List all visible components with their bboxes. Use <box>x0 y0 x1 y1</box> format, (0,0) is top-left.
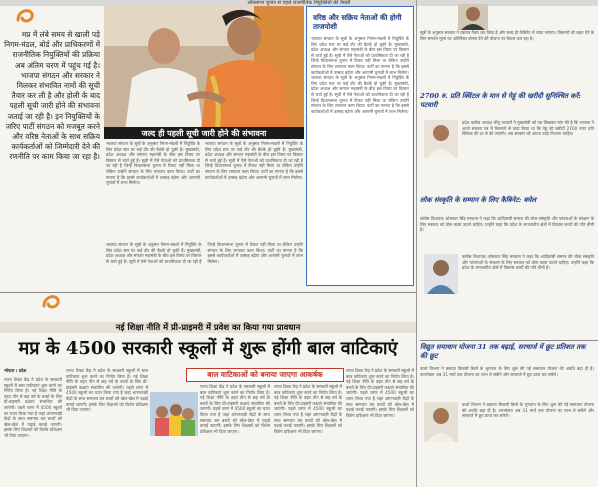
box-text-content: भाजपा संगठन के सूत्रों के अनुसार निगम-मंडलों में नियुक्ति के लिए प्रदेश स्तर पर कई दौर की बैठकें हो चुकी हैं। मुख्यमंत्री, प्रदेश अध्यक्ष और संगठन महामंत्री के बीच इस विषय पर विस्तार से चर्चा हुई है। सूची में ऐसे नेताओं को प्राथमिकता दी जा रही है जिन्हें विधानसभा चुनाव में टिकट नहीं मिला था लेकिन उन्होंने संगठन के लिए लगातार काम किया। पार्टी का मानना है कि इससे कार्यकर्ताओं में उत्साह बढ़ेगा और आगामी चुनावों में लाभ मिलेगा। <box>311 36 409 75</box>
right-text-2: कांग्रेस विधायक ओमकार सिंह मरकाम ने कहा कि आदिवासी समाज की लोक संस्कृति और परंपराओं के संरक्षण के लिए सरकार को ठोस कदम उठाने चाहिए। उन्होंने कहा कि प्रदेश के जनजातीय क्षेत्रों में विकास कार्यों की गति धीमी है। <box>420 216 594 233</box>
lead-paragraph: मप्र में लंबे समय से खाली पड़े निगम-मंडल, बोर्ड और प्राधिकरणों में राजनीतिक नियुक्तियों की प्रक्रिया अब अंतिम चरण में पहुंच गई है। भाजपा संगठन और सरकार ने मिलकर संभावित नामों की सूची तैयार कर ली है और होली के बाद पहली सूची जारी होने की संभावना जताई जा रही है। इन नियुक्तियों के जरिए पार्टी संगठन को मजबूत करने और वरिष्ठ नेताओं के साथ सक्रिय कार्यकर्ताओं को जिम्मेदारी देने की रणनीति पर काम किया जा रहा है। <box>4 30 100 162</box>
right-portrait-2 <box>424 120 458 158</box>
right-headline-1: 2700 रु. प्रति क्विंटल के मान से गेहूं की खरीदी सुनिश्चित करें: पटवारी <box>420 92 581 109</box>
right-portrait-3 <box>424 254 458 294</box>
bottom-text-col-1: राज्य शिक्षा केंद्र ने प्रदेश के सरकारी स्कूलों में बाल वाटिकाएं शुरू करने का निर्णय लिया है। नई शिक्षा नीति के तहत तीन से छह वर्ष के बच्चों के लिए प्री-प्राइमरी कक्षाएं संचालित की जाएंगी। पहले चरण में 4500 स्कूलों का चयन किया गया है जहां आंगनवाड़ी केंद्रों के साथ समन्वय कर बच्चों को खेल-खेल में पढ़ाई कराई जाएगी। इसके लिए शिक्षकों को विशेष प्रशिक्षण भी दिया जाएगा। <box>4 377 62 438</box>
politicians-photo <box>104 6 304 139</box>
bottom-headline: मप्र के 4500 सरकारी स्कूलों में शुरू होंगी बाल वाटिकाएं <box>18 338 398 359</box>
children-group-photo <box>150 392 198 436</box>
children-photo <box>150 392 198 436</box>
right-text-3: कांग्रेस विधायक ओमकार सिंह मरकाम ने कहा कि आदिवासी समाज की लोक संस्कृति और परंपराओं के संरक्षण के लिए सरकार को ठोस कदम उठाने चाहिए। उन्होंने कहा कि प्रदेश के जनजातीय क्षेत्रों में विकास कार्यों की गति धीमी है। <box>462 254 594 271</box>
bottom-text-col-2: राज्य शिक्षा केंद्र ने प्रदेश के सरकारी स्कूलों में बाल वाटिकाएं शुरू करने का निर्णय लिया है। नई शिक्षा नीति के तहत तीन से छह वर्ष के बच्चों के लिए प्री-प्राइमरी कक्षाएं संचालित की जाएंगी। पहले चरण में 4500 स्कूलों का चयन किया गया है जहां आंगनवाड़ी केंद्रों के साथ समन्वय कर बच्चों को खेल-खेल में पढ़ाई कराई जाएगी। इसके लिए शिक्षकों को विशेष प्रशिक्षण भी दिया जाएगा। <box>66 368 148 413</box>
person-portrait-icon <box>424 254 458 294</box>
article-body-2 <box>205 141 303 239</box>
main-photo <box>104 6 304 139</box>
body-text-c: भाजपा संगठन के सूत्रों के अनुसार निगम-मंडलों में नियुक्ति के लिए प्रदेश स्तर पर कई दौर की बैठकें हो चुकी हैं। मुख्यमंत्री, प्रदेश अध्यक्ष और संगठन महामंत्री के बीच इस विषय पर विस्तार से चर्चा हुई है। सूची में ऐसे नेताओं को प्राथमिकता दी जा रही है जिन्हें विधानसभा चुनाव में टिकट नहीं मिला था लेकिन उन्होंने संगठन के लिए लगातार काम किया। पार्टी का मानना है कि इससे कार्यकर्ताओं में उत्साह बढ़ेगा और आगामी चुनावों में लाभ मिलेगा। <box>106 242 303 264</box>
section-divider <box>0 292 416 293</box>
right-bottom-text: ऊर्जा विभाग ने बकाया बिजली बिलों के भुगतान के लिए शुरू की गई समाधान योजना की अवधि बढ़ा दी है। उपभोक्ता अब 31 मार्च तक योजना का लाभ ले सकेंगे और सरचार्ज में छूट प्राप्त कर सकेंगे। <box>420 366 594 377</box>
photo-caption: जल्द ही पहली सूची जारी होने की संभावना <box>104 127 304 139</box>
right-headline-2: लोक संस्कृति के सम्मान के लिए कैबिनेट: बघेल <box>420 196 537 204</box>
bottom-byline: भोपाल । प्रदेश <box>4 368 27 373</box>
right-divider <box>420 340 598 341</box>
bottom-text-col-3: राज्य शिक्षा केंद्र ने प्रदेश के सरकारी स्कूलों में बाल वाटिकाएं शुरू करने का निर्णय लिया है। नई शिक्षा नीति के तहत तीन से छह वर्ष के बच्चों के लिए प्री-प्राइमरी कक्षाएं संचालित की जाएंगी। पहले चरण में 4500 स्कूलों का चयन किया गया है जहां आंगनवाड़ी केंद्रों के साथ समन्वय कर बच्चों को खेल-खेल में पढ़ाई कराई जाएगी। इसके लिए शिक्षकों को विशेष प्रशिक्षण भी दिया जाएगा। <box>200 384 270 434</box>
right-text-1: प्रदेश कांग्रेस अध्यक्ष जीतू पटवारी ने मुख्यमंत्री को पत्र लिखकर मांग की है कि भाजपा ने अपने संकल्प पत्र में किसानों से वादा किया था कि गेहूं की खरीदी 2700 रुपए प्रति क्विंटल की दर से की जाएगी। अब सरकार को अपना वादा निभाना चाहिए। <box>462 120 594 137</box>
right-portrait-1 <box>458 4 488 30</box>
top-banner-text: लोकसभा चुनाव से पहले राजनीतिक नियुक्तियों की तैयारी <box>247 0 351 6</box>
right-portrait-4 <box>424 402 458 442</box>
right-bottom-headline: विद्युत समाधान योजना 31 तक बढ़ाई, सरचार्ज में छूट प्रतिशत तक की छूट <box>420 343 586 360</box>
box-title: वरिष्ठ और सक्रिय नेताओं की होगी ताजपोशी <box>313 13 402 31</box>
article-body-1 <box>106 141 200 239</box>
person-portrait-icon <box>424 402 458 442</box>
bottom-text-col-4: राज्य शिक्षा केंद्र ने प्रदेश के सरकारी स्कूलों में बाल वाटिकाएं शुरू करने का निर्णय लिया है। नई शिक्षा नीति के तहत तीन से छह वर्ष के बच्चों के लिए प्री-प्राइमरी कक्षाएं संचालित की जाएंगी। पहले चरण में 4500 स्कूलों का चयन किया गया है जहां आंगनवाड़ी केंद्रों के साथ समन्वय कर बच्चों को खेल-खेल में पढ़ाई कराई जाएगी। इसके लिए शिक्षकों को विशेष प्रशिक्षण भी दिया जाएगा। <box>274 384 342 434</box>
box-text <box>307 34 413 278</box>
person-portrait-icon <box>458 4 488 30</box>
senior-leaders-box <box>306 6 414 286</box>
sub-tag: बाल वाटिकाओं को बनाया जाएगा आकर्षक <box>186 368 344 382</box>
bottom-kicker: नई शिक्षा नीति में प्री-प्राइमरी में प्रवेश का किया गया प्रावधान <box>0 322 416 333</box>
body-text-b: भाजपा संगठन के सूत्रों के अनुसार निगम-मंडलों में नियुक्ति के लिए प्रदेश स्तर पर कई दौर की बैठकें हो चुकी हैं। मुख्यमंत्री, प्रदेश अध्यक्ष और संगठन महामंत्री के बीच इस विषय पर विस्तार से चर्चा हुई है। सूची में ऐसे नेताओं को प्राथमिकता दी जा रही है जिन्हें विधानसभा चुनाव में टिकट नहीं मिला था लेकिन उन्होंने संगठन के लिए लगातार काम किया। पार्टी का मानना है कि इससे कार्यकर्ताओं में उत्साह बढ़ेगा और आगामी चुनावों में लाभ मिलेगा। <box>205 141 303 180</box>
column-divider <box>416 0 417 487</box>
orange-swirl-icon <box>40 290 62 312</box>
orange-swirl-icon <box>14 4 36 26</box>
right-bottom-text-2: ऊर्जा विभाग ने बकाया बिजली बिलों के भुगतान के लिए शुरू की गई समाधान योजना की अवधि बढ़ा दी है। उपभोक्ता अब 31 मार्च तक योजना का लाभ ले सकेंगे और सरचार्ज में छूट प्राप्त कर सकेंगे। <box>462 402 594 419</box>
right-top-text: सूत्रों के अनुसार सरकार ने प्रस्ताव तैयार कर लिया है और जल्द ही कैबिनेट में लाया जाएगा। किसानों को राहत देने के लिए समर्थन मूल्य पर अतिरिक्त बोनस देने की योजना पर विचार चल रहा है। <box>420 30 594 41</box>
bottom-text-col-5: राज्य शिक्षा केंद्र ने प्रदेश के सरकारी स्कूलों में बाल वाटिकाएं शुरू करने का निर्णय लिया है। नई शिक्षा नीति के तहत तीन से छह वर्ष के बच्चों के लिए प्री-प्राइमरी कक्षाएं संचालित की जाएंगी। पहले चरण में 4500 स्कूलों का चयन किया गया है जहां आंगनवाड़ी केंद्रों के साथ समन्वय कर बच्चों को खेल-खेल में पढ़ाई कराई जाएगी। इसके लिए शिक्षकों को विशेष प्रशिक्षण भी दिया जाएगा। <box>346 368 414 418</box>
article-body-3 <box>106 242 303 290</box>
body-text-a: भाजपा संगठन के सूत्रों के अनुसार निगम-मंडलों में नियुक्ति के लिए प्रदेश स्तर पर कई दौर की बैठकें हो चुकी हैं। मुख्यमंत्री, प्रदेश अध्यक्ष और संगठन महामंत्री के बीच इस विषय पर विस्तार से चर्चा हुई है। सूची में ऐसे नेताओं को प्राथमिकता दी जा रही है जिन्हें विधानसभा चुनाव में टिकट नहीं मिला था लेकिन उन्होंने संगठन के लिए लगातार काम किया। पार्टी का मानना है कि इससे कार्यकर्ताओं में उत्साह बढ़ेगा और आगामी चुनावों में लाभ मिलेगा। <box>106 141 200 186</box>
person-portrait-icon <box>424 120 458 158</box>
box-text-content-2: भाजपा संगठन के सूत्रों के अनुसार निगम-मंडलों में नियुक्ति के लिए प्रदेश स्तर पर कई दौर की बैठकें हो चुकी हैं। मुख्यमंत्री, प्रदेश अध्यक्ष और संगठन महामंत्री के बीच इस विषय पर विस्तार से चर्चा हुई है। सूची में ऐसे नेताओं को प्राथमिकता दी जा रही है जिन्हें विधानसभा चुनाव में टिकट नहीं मिला था लेकिन उन्होंने संगठन के लिए लगातार काम किया। पार्टी का मानना है कि इससे कार्यकर्ताओं में उत्साह बढ़ेगा और आगामी चुनावों में लाभ मिलेगा। <box>311 75 409 114</box>
